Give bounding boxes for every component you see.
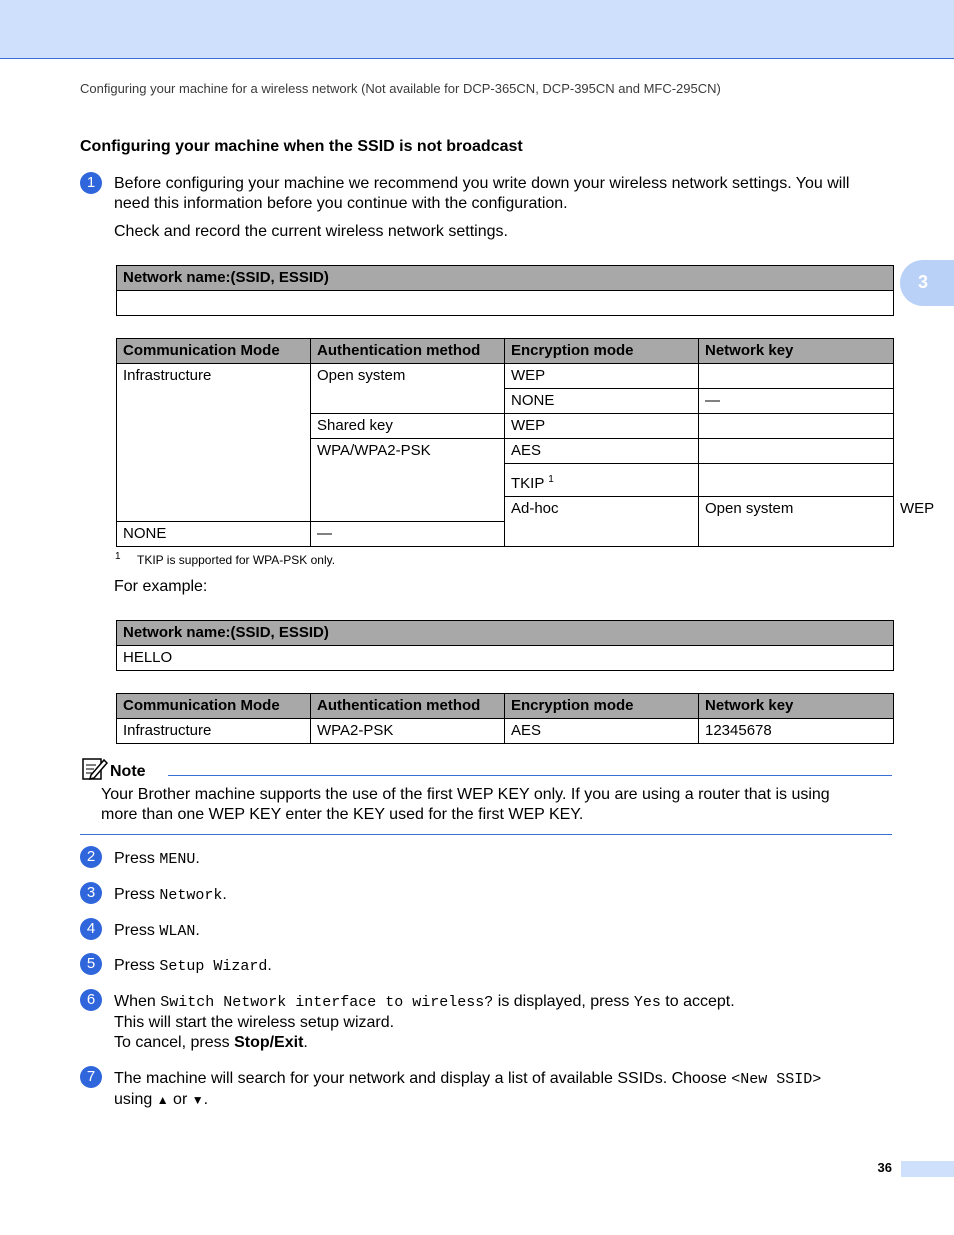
cell-key-dash: — [699,389,894,414]
step-1-badge: 1 [80,172,102,194]
step-7-line-1: The machine will search for your network and display a list of available SSIDs. Choose [114,1070,732,1087]
note-divider-bottom [80,834,892,835]
ssid-table-blank [116,265,894,316]
step-1-line-1: Before configuring your machine we recommend you write down your wireless network settings. You will [114,175,850,192]
page-number: 36 [877,1160,892,1175]
step-6-badge: 6 [80,989,102,1011]
col-header-network-key: Network key [699,694,894,719]
cell-key-blank [699,439,894,464]
ssid-table-example [116,620,894,671]
cell-wpa-wpa2-psk: WPA/WPA2-PSK [311,439,505,522]
new-ssid-option: <New SSID> [731,1071,822,1088]
step-1-line-2: need this information before you continue with the configuration. [114,195,568,212]
chapter-tab [900,260,954,306]
step-7-text [114,1069,914,1110]
ssid-table-header: Network name:(SSID, ESSID) [117,266,894,291]
displayed-text: is displayed, press [493,993,634,1010]
period: . [203,1091,209,1108]
stop-exit-key: Stop/Exit [234,1034,304,1051]
cell-network-key: 12345678 [699,719,894,744]
for-example-text: For example: [114,578,208,595]
table-row [117,719,894,744]
col-header-communication-mode: Communication Mode [117,339,311,364]
yes-key: Yes [633,994,661,1011]
chapter-number: 3 [917,272,928,292]
press-text: Press [114,850,160,867]
using-text: using [114,1091,157,1108]
accept-text: to accept. [660,993,735,1010]
step-7-badge: 7 [80,1066,102,1088]
step-6-text [114,992,914,1053]
ssid-table-value: HELLO [117,646,894,671]
ssid-table-header: Network name:(SSID, ESSID) [117,621,894,646]
step-4-text [114,921,200,942]
press-text: Press [114,957,160,974]
note-pencil-icon [80,756,108,782]
cell-wep: WEP [505,364,699,389]
step-3-badge: 3 [80,882,102,904]
check-record-text: Check and record the current wireless network settings. [114,223,508,240]
table-row: Ad-hoc Open system WEP [117,497,894,522]
press-text: Press [114,886,160,903]
cell-key-blank [699,464,894,497]
note-body [101,785,901,825]
note-divider-top [168,775,892,776]
col-header-authentication-method: Authentication method [311,694,505,719]
cell-key-blank [699,364,894,389]
cell-aes: AES [505,439,699,464]
note-label: Note [110,763,146,780]
tkip-footnote-ref: 1 [548,474,554,485]
cell-key-dash: — [311,522,505,547]
col-header-network-key: Network key [699,339,894,364]
cell-authentication-method: WPA2-PSK [311,719,505,744]
step-2-badge: 2 [80,846,102,868]
col-header-encryption-mode: Encryption mode [505,339,699,364]
menu-key: MENU [159,851,196,868]
cell-wep: WEP [505,414,699,439]
cell-none: NONE [117,522,311,547]
footnote-text: TKIP is supported for WPA-PSK only. [137,553,336,567]
footnote-marker: 1 [115,551,121,562]
header-band [0,0,954,59]
note-line-2: more than one WEP KEY enter the KEY used for the first WEP KEY. [101,806,584,823]
cell-ad-hoc: Ad-hoc [505,497,699,547]
wlan-key: WLAN [159,923,196,940]
switch-message: Switch Network interface to wireless? [160,994,494,1011]
cell-encryption-mode: AES [505,719,699,744]
col-header-communication-mode: Communication Mode [117,694,311,719]
cell-shared-key: Shared key [311,414,505,439]
press-text: Press [114,922,160,939]
mode-table [116,338,935,547]
period: . [222,886,227,903]
cell-infrastructure: Infrastructure [117,364,311,522]
example-table [116,693,894,744]
setup-wizard-key: Setup Wizard [159,958,268,975]
when-text: When [114,993,161,1010]
period: . [195,922,200,939]
cell-key-blank [699,414,894,439]
step-6-line-2: This will start the wireless setup wizard. [114,1014,395,1031]
step-1-text [114,174,904,214]
cancel-text: To cancel, press [114,1034,235,1051]
cell-open-system: Open system [699,497,894,547]
period: . [195,850,200,867]
period: . [303,1034,308,1051]
period: . [267,957,272,974]
step-4-badge: 4 [80,918,102,940]
or-text: or [168,1091,192,1108]
table-row [117,364,894,389]
running-head: Configuring your machine for a wireless network (Not available for DCP-365CN, DCP-395CN and MFC-295CN) [80,81,721,96]
ssid-table-value [117,291,894,316]
note-line-1: Your Brother machine supports the use of the first WEP KEY only. If you are using a router that is using [101,786,830,803]
network-key: Network [159,887,223,904]
down-arrow-icon: ▼ [191,1093,204,1107]
cell-open-system: Open system [311,364,505,414]
page-number-band [901,1161,954,1177]
col-header-encryption-mode: Encryption mode [505,694,699,719]
step-3-text [114,885,227,906]
cell-none: NONE [505,389,699,414]
step-2-text [114,849,200,870]
step-5-badge: 5 [80,953,102,975]
tkip-label: TKIP [511,475,545,492]
cell-communication-mode: Infrastructure [117,719,311,744]
section-title: Configuring your machine when the SSID is not broadcast [80,138,523,155]
cell-tkip [505,464,699,497]
step-5-text [114,956,272,977]
up-arrow-icon: ▲ [156,1093,169,1107]
col-header-authentication-method: Authentication method [311,339,505,364]
